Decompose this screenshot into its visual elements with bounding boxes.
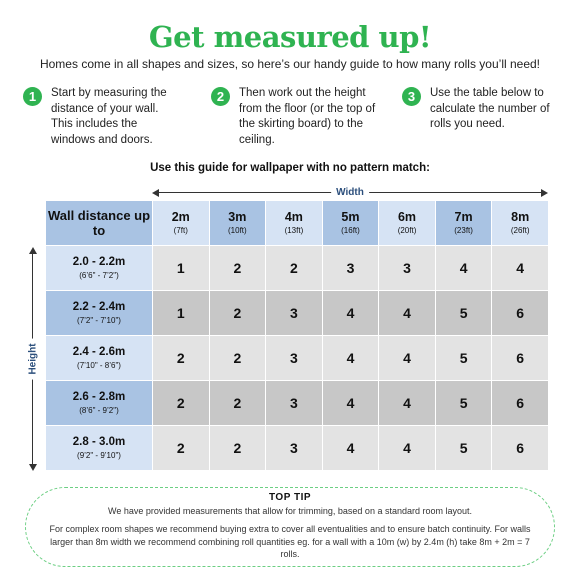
- column-header: [379, 201, 436, 246]
- table-cell: 6: [492, 291, 549, 336]
- table-row: [46, 246, 549, 291]
- column-feet: (13ft): [284, 225, 304, 235]
- table-cell: 4: [379, 381, 436, 426]
- table-cell: 4: [322, 291, 379, 336]
- table-cell: 2: [153, 336, 210, 381]
- table-cell: 2: [153, 381, 210, 426]
- guide-label: Use this guide for wallpaper with no pattern match:: [150, 162, 430, 174]
- arrow-down-icon: [29, 464, 37, 471]
- table-cell: 3: [266, 336, 323, 381]
- row-feet: (7’2" - 7’10"): [77, 315, 121, 325]
- arrow-right-icon: [541, 189, 548, 197]
- step-2: [211, 86, 383, 148]
- column-feet: (10ft): [228, 225, 247, 235]
- table-cell: 4: [379, 336, 436, 381]
- height-axis-label: Height: [27, 338, 40, 379]
- top-tip-title: TOP TIP: [268, 492, 312, 503]
- column-feet: (16ft): [341, 225, 360, 235]
- table-cell: 6: [492, 426, 549, 471]
- column-metres: 5m: [341, 209, 360, 224]
- top-tip-line-2: For complex room shapes we recommend buying extra to cover all eventualities and to ensure batch continuity. For walls larger than 8m width we recommend combining roll quantities eg. for a wall with a 10m (w) by 2.4m (h) take 8m + 2m = 7 rolls.: [49, 524, 531, 559]
- column-metres: 4m: [284, 209, 303, 224]
- table-cell: 3: [266, 381, 323, 426]
- step-number-2: 2: [211, 87, 230, 106]
- column-header: [322, 201, 379, 246]
- row-feet: (6’6" - 7’2"): [79, 270, 119, 280]
- row-metres: 2.8 - 3.0m: [72, 435, 126, 448]
- step-number-1: 1: [23, 87, 42, 106]
- column-header: [153, 201, 210, 246]
- table-cell: 4: [322, 336, 379, 381]
- table-cell: 4: [322, 426, 379, 471]
- step-text-1: Start by measuring the distance of your wall. This includes the windows and doors.: [51, 87, 167, 146]
- column-header: [435, 201, 492, 246]
- table-cell: 6: [492, 381, 549, 426]
- step-text-2: Then work out the height from the floor (or the top of the skirting board) to the ceiling.: [239, 87, 376, 146]
- table-cell: 2: [209, 246, 266, 291]
- row-header: [46, 291, 153, 336]
- arrow-left-icon: [152, 189, 159, 197]
- row-feet: (9’2" - 9’10"): [77, 450, 121, 460]
- column-feet: (23ft): [454, 225, 473, 235]
- table-cell: 4: [435, 246, 492, 291]
- column-feet: (26ft): [510, 225, 530, 235]
- table-cell: 2: [209, 291, 266, 336]
- table-cell: 5: [435, 381, 492, 426]
- column-feet: (7ft): [173, 225, 188, 235]
- column-metres: 3m: [228, 209, 247, 224]
- step-text-3: Use the table below to calculate the number of rolls you need.: [430, 87, 550, 130]
- table-cell: 2: [209, 426, 266, 471]
- table-cell: 2: [209, 381, 266, 426]
- column-header: [492, 201, 549, 246]
- column-metres: 8m: [511, 209, 530, 224]
- column-metres: 2m: [171, 209, 190, 224]
- table-cell: 5: [435, 426, 492, 471]
- step-1: [23, 86, 183, 148]
- column-metres: 6m: [397, 209, 417, 224]
- table-cell: 4: [379, 291, 436, 336]
- table-cell: 1: [153, 246, 210, 291]
- row-metres: 2.0 - 2.2m: [72, 255, 126, 268]
- column-feet: (20ft): [397, 225, 417, 235]
- row-metres: 2.2 - 2.4m: [72, 300, 126, 313]
- rolls-table: [45, 200, 549, 471]
- row-metres: 2.6 - 2.8m: [72, 390, 126, 403]
- table-cell: 5: [435, 336, 492, 381]
- row-header: [46, 381, 153, 426]
- column-header: [209, 201, 266, 246]
- step-number-3: 3: [402, 87, 421, 106]
- table-cell: 3: [266, 291, 323, 336]
- table-cell: 2: [266, 246, 323, 291]
- table-row: [46, 336, 549, 381]
- table-row: [46, 426, 549, 471]
- row-header: [46, 336, 153, 381]
- table-cell: 5: [435, 291, 492, 336]
- width-axis-label: Width: [331, 186, 369, 199]
- row-feet: (7’10" - 8’6"): [77, 360, 121, 370]
- height-axis: [26, 247, 40, 471]
- row-header: [46, 246, 153, 291]
- table-cell: 1: [153, 291, 210, 336]
- column-header: [266, 201, 323, 246]
- table-cell: 2: [209, 336, 266, 381]
- table-cell: 3: [322, 246, 379, 291]
- column-metres: 7m: [454, 209, 473, 224]
- table-header-row: [46, 201, 549, 246]
- width-axis: [152, 186, 548, 200]
- row-feet: (8’6" - 9’2"): [79, 405, 119, 415]
- table-corner-header: Wall distance up to: [46, 201, 153, 246]
- table-row: [46, 381, 549, 426]
- table-cell: 3: [266, 426, 323, 471]
- arrow-up-icon: [29, 247, 37, 254]
- table-cell: 4: [322, 381, 379, 426]
- table-cell: 6: [492, 336, 549, 381]
- page-title: Get measured up!: [148, 20, 432, 54]
- row-metres: 2.4 - 2.6m: [72, 345, 126, 358]
- page-subtitle: Homes come in all shapes and sizes, so here’s our handy guide to how many rolls you’ll need!: [39, 57, 541, 71]
- table-row: [46, 291, 549, 336]
- table-cell: 4: [492, 246, 549, 291]
- table-cell: 3: [379, 246, 436, 291]
- table-cell: 4: [379, 426, 436, 471]
- table-cell: 2: [153, 426, 210, 471]
- row-header: [46, 426, 153, 471]
- step-3: [402, 86, 554, 133]
- top-tip-line-1: We have provided measurements that allow for trimming, based on a standard room layout.: [107, 506, 473, 516]
